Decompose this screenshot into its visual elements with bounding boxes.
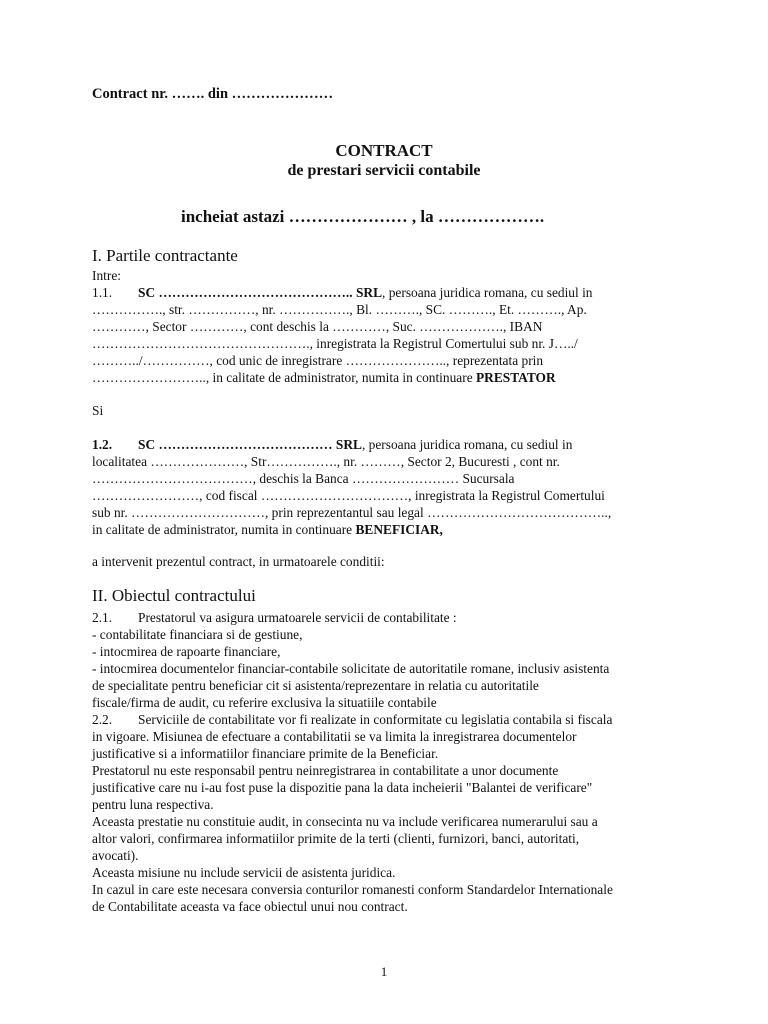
- clause-2-2-line-8: altor valori, confirmarea informatiilor primite de la terti (clienti, furnizori, banci, autoritati,: [92, 831, 580, 846]
- and-text: Si: [92, 403, 104, 418]
- concluded-line: incheiat astazi ………………… , la ……………….: [181, 207, 545, 226]
- document-subtitle: de prestari servicii contabile: [287, 162, 481, 179]
- party-2-line-5: sub nr. …………………………, prin reprezentantul sau legal …………………………………..,: [92, 505, 612, 520]
- party-1-role: PRESTATOR: [476, 370, 556, 385]
- closing-text: a intervenit prezentul contract, in urmatoarele conditii:: [92, 554, 385, 569]
- bullet-2: - intocmirea de rapoarte financiare,: [92, 644, 281, 659]
- bullet-3-line-2: de specialitate pentru beneficiar cit si asistenta/reprezentare in relatia cu autoritatile: [92, 678, 539, 693]
- party-2-line-4: ……………………, cod fiscal ……………………………, inregistrata la Registrul Comertului: [92, 488, 605, 503]
- party-2-line-1: [92, 436, 572, 453]
- clause-2-2-line-1: [92, 711, 612, 728]
- party-2-line-6: [92, 521, 443, 538]
- party-2-text: in calitate de administrator, numita in continuare: [92, 522, 353, 537]
- party-2-line-2: localitatea …………………, Str……………., nr. ………, Sector 2, Bucuresti , cont nr.: [92, 454, 560, 469]
- page-number: 1: [380, 964, 388, 979]
- party-2-company: SC ………………………………… SRL: [138, 437, 362, 452]
- party-1-line-2: ……………., str. ……………, nr. ……………., Bl. ………., SC. ………., Et. ………., Ap.: [92, 302, 587, 317]
- party-1-company: SC …………………………………….. SRL: [138, 285, 383, 300]
- clause-2-2-line-7: Aceasta prestatie nu constituie audit, in consecinta nu va include verificarea numerarului sau a: [92, 814, 598, 829]
- party-2-line-3: ………………………………, deschis la Banca …………………… Sucursala: [92, 471, 515, 486]
- party-1-line-4: …………………………………………., inregistrata la Registrul Comertului sub nr. J…../: [92, 336, 578, 351]
- clause-number: 2.1.: [92, 610, 113, 625]
- clause-2-2-line-5: justificative care nu i-au fost puse la dispozitie pana la data incheierii "Balantei de verificare": [92, 780, 593, 795]
- clause-2-1: [92, 609, 457, 626]
- party-1-line-1: [92, 284, 593, 301]
- section-1-heading: I. Partile contractante: [92, 246, 238, 265]
- clause-2-2-line-2: in vigoare. Misiunea de efectuare a contabilitatii se va limita la inregistrarea documentelor: [92, 729, 577, 744]
- clause-number: 1.1.: [92, 285, 113, 300]
- party-1-line-5: ………../……………, cod unic de inregistrare ………………….., reprezentata prin: [92, 353, 544, 368]
- contract-number-line: Contract nr. ……. din …………………: [92, 86, 334, 102]
- party-1-text: , persoana juridica romana, cu sediul in: [382, 285, 593, 300]
- clause-2-2-line-6: pentru luna respectiva.: [92, 797, 214, 812]
- party-1-line-3: …………, Sector …………, cont deschis la …………, Suc. ………………., IBAN: [92, 319, 543, 334]
- clause-2-2-line-10: Aceasta misiune nu include servicii de asistenta juridica.: [92, 865, 396, 880]
- clause-number: 2.2.: [92, 712, 113, 727]
- section-2-heading: II. Obiectul contractului: [92, 586, 256, 605]
- clause-text: Prestatorul va asigura urmatoarele servicii de contabilitate :: [138, 610, 457, 625]
- clause-2-2-line-9: avocati).: [92, 848, 139, 863]
- clause-2-2-line-11: In cazul in care este necesara conversia conturilor romanesti conform Standardelor Internationale: [92, 882, 613, 897]
- document-title: CONTRACT: [335, 141, 433, 160]
- intro-text: Intre:: [92, 268, 121, 283]
- party-2-text: , persoana juridica romana, cu sediul in: [361, 437, 573, 452]
- party-1-text: …………………….., in calitate de administrator, numita in continuare: [92, 370, 473, 385]
- bullet-1: - contabilitate financiara si de gestiune,: [92, 627, 303, 642]
- clause-2-2-line-4: Prestatorul nu este responsabil pentru neinregistrarea in contabilitate a unor documente: [92, 763, 559, 778]
- clause-text: Serviciile de contabilitate vor fi realizate in conformitate cu legislatia contabila si fiscala: [138, 712, 613, 727]
- clause-number: 1.2.: [92, 437, 113, 452]
- bullet-3-line-3: fiscale/firma de audit, cu referire exclusiva la situatiile contabile: [92, 695, 437, 710]
- clause-2-2-line-12: de Contabilitate aceasta va face obiectul unui nou contract.: [92, 899, 408, 914]
- party-2-role: BENEFICIAR,: [355, 522, 443, 537]
- bullet-3-line-1: - intocmirea documentelor financiar-contabile solicitate de autoritatile romane, inclusiv asistenta: [92, 661, 610, 676]
- party-1-line-6: [92, 369, 556, 386]
- clause-2-2-line-3: justificative si a informatiilor financiare primite de la Beneficiar.: [92, 746, 439, 761]
